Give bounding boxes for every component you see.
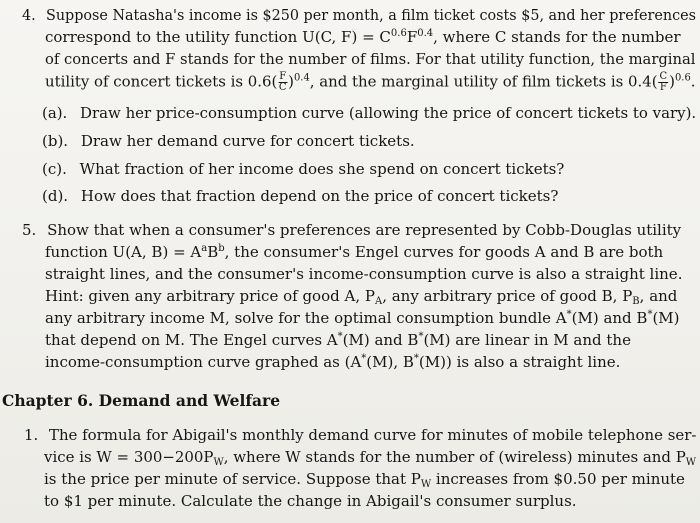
- q5-line-6: that depend on M. The Engel curves A*(M) and B*(M) are linear in M and the: [45, 331, 631, 349]
- q4-part-a: (a). Draw her price-consumption curve (allowing the price of concert tickets to vary).: [42, 104, 697, 122]
- fraction-c-over-f: $\frac{C}{F}$: [659, 71, 668, 93]
- q5-line-2: function U(A, $B) = A^aB^b$, the consumer's Engel curves for goods A and B are both: [45, 243, 664, 261]
- q4-part-c: (c). What fraction of her income does she spend on concert tickets?: [42, 160, 565, 178]
- q1-line-3: is the price per minute of service. Suppose that $P_W$ increases from $0.50 per minute: [44, 470, 685, 490]
- q1-number: 1.: [24, 426, 39, 444]
- q4-part-b: (b). Draw her demand curve for concert tickets.: [42, 132, 415, 150]
- q5-line-1: 5. Show that when a consumer's preferences are represented by Cobb-Douglas utility: [22, 221, 682, 239]
- q5-line-7: income-consumption curve graphed as (A*(M), B*(M)) is also a straight line.: [45, 353, 621, 371]
- chapter-heading: Chapter 6. Demand and Welfare: [2, 391, 281, 410]
- q4-number: 4.: [22, 6, 36, 24]
- q5-line-5: any arbitrary income M, solve for the optimal consumption bundle A*(M) and B*(M): [45, 309, 680, 327]
- q4-line-4: utility of concert tickets is 0.6( $\frac{F}{C}$ )$^{0.4}$, and the marginal utility of film tickets is 0.4( $\frac{C}{F}$ )$^{0.6}$.: [45, 71, 696, 93]
- q5-line-4: Hint: given any arbitrary price of good A, $P_A$, any arbitrary price of good B, $P_B$, and: [45, 287, 678, 307]
- q1-line-2: vice is $W = 300-200P_W$, where W stands for the number of (wireless) minutes and $P_W$: [44, 448, 697, 468]
- q4-text-1: Suppose Natasha's income is $250 per month, a film ticket costs $5, and her preferences: [45, 6, 696, 24]
- q4-line-1: [22, 6, 696, 24]
- q4-part-d: (d). How does that fraction depend on the price of concert tickets?: [42, 187, 559, 205]
- q5-number: 5.: [22, 221, 37, 239]
- fraction-f-over-c: $\frac{F}{C}$: [278, 71, 287, 93]
- q1-line-4: to $1 per minute. Calculate the change in Abigail's consumer surplus.: [44, 492, 577, 510]
- q5-line-3: straight lines, and the consumer's income-consumption curve is also a straight line.: [45, 265, 683, 283]
- q4-line-2: correspond to the utility function U(C, $F) = C^{0.6}F^{0.4}$, where C stands for the number: [45, 28, 681, 46]
- q1-line-1: 1. The formula for Abigail's monthly demand curve for minutes of mobile telephone ser-: [24, 426, 697, 444]
- q4-line-3: of concerts and F stands for the number of films. For that utility function, the marginal: [45, 50, 696, 68]
